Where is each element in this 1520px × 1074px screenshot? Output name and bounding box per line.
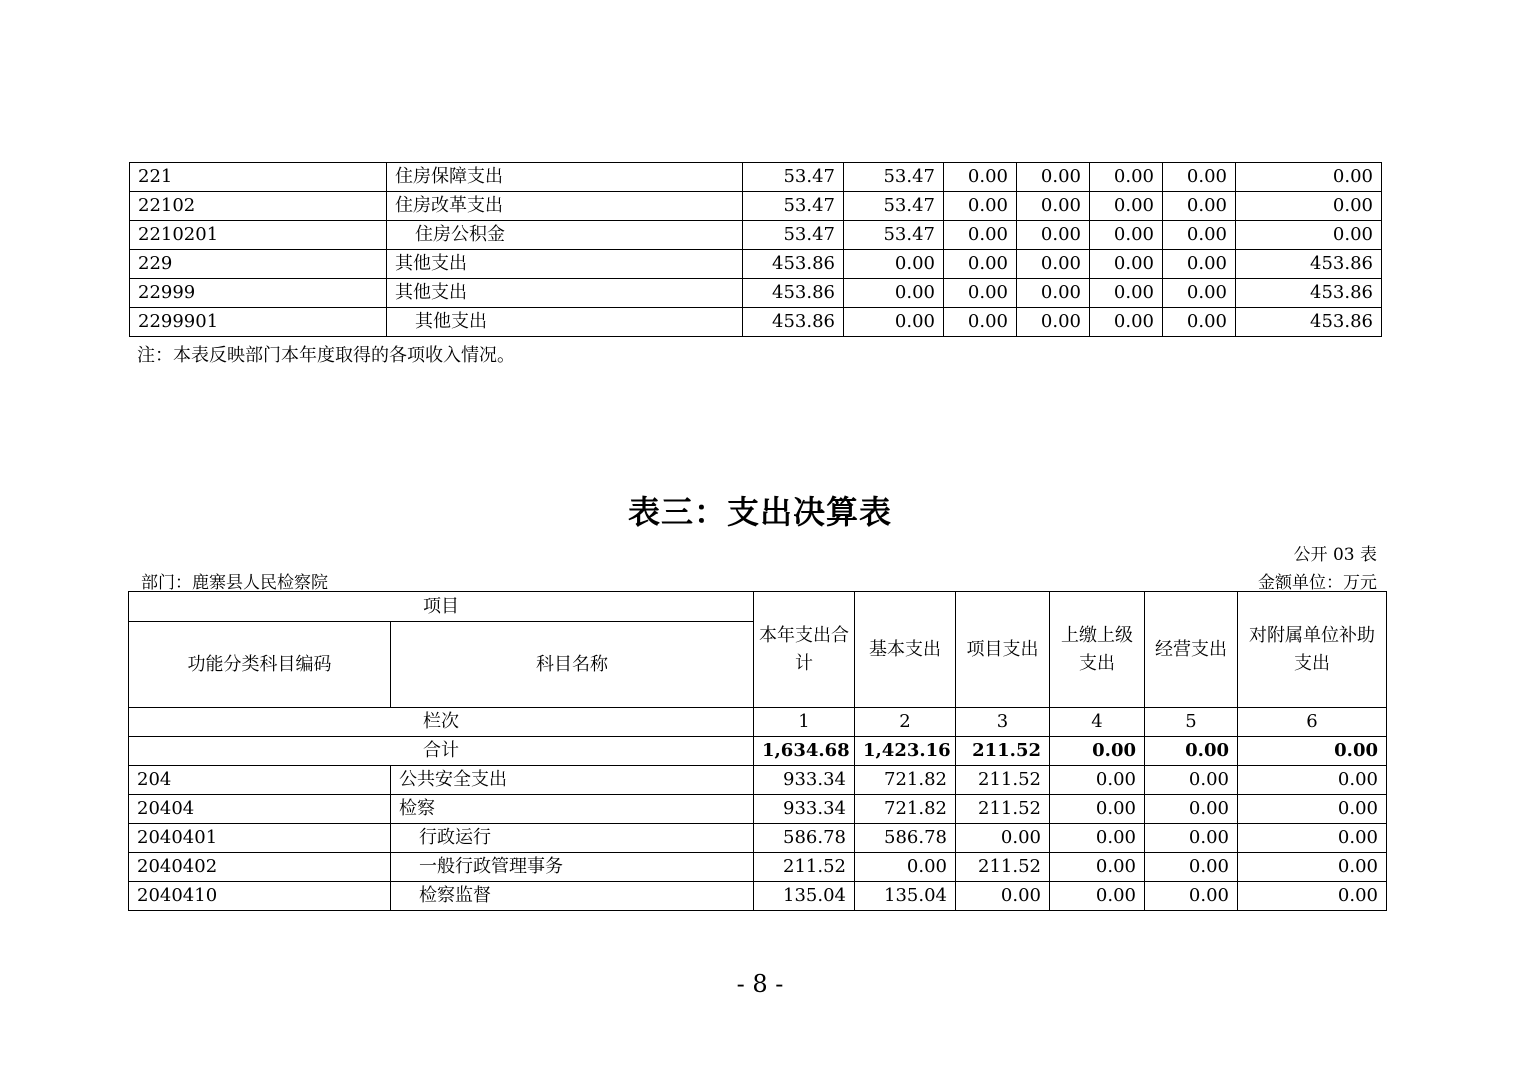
row-code: 22999 [130, 279, 387, 308]
row-value: 0.00 [1145, 824, 1238, 853]
row-value: 0.00 [1090, 163, 1163, 192]
income-table-continuation [129, 162, 1382, 337]
row-value: 211.52 [754, 853, 855, 882]
row-value: 453.86 [743, 308, 844, 337]
row-value: 0.00 [1050, 766, 1145, 795]
row-name: 住房公积金 [387, 221, 743, 250]
table-row [129, 882, 1387, 911]
total-value: 0.00 [1238, 737, 1387, 766]
row-value: 0.00 [1090, 279, 1163, 308]
table-row [129, 766, 1387, 795]
header-code: 功能分类科目编码 [129, 622, 391, 708]
column-label: 栏次 [129, 708, 754, 737]
total-value: 211.52 [956, 737, 1050, 766]
total-value: 1,634.68 [754, 737, 855, 766]
row-value: 0.00 [1050, 824, 1145, 853]
row-value: 211.52 [956, 766, 1050, 795]
row-value: 453.86 [743, 250, 844, 279]
row-code: 2040401 [129, 824, 391, 853]
row-value: 453.86 [1236, 308, 1382, 337]
form-number: 公开 03 表 [1293, 545, 1377, 565]
row-value: 0.00 [956, 824, 1050, 853]
total-value: 0.00 [1050, 737, 1145, 766]
header-col-4: 上缴上级支出 [1050, 592, 1145, 708]
row-value: 0.00 [1238, 766, 1387, 795]
table-row [130, 221, 1382, 250]
total-value: 0.00 [1145, 737, 1238, 766]
row-value: 0.00 [944, 221, 1017, 250]
row-value: 453.86 [1236, 250, 1382, 279]
row-value: 0.00 [944, 163, 1017, 192]
total-label: 合计 [129, 737, 754, 766]
table-row [129, 795, 1387, 824]
column-number: 5 [1145, 708, 1238, 737]
row-value: 0.00 [944, 250, 1017, 279]
row-value: 0.00 [956, 882, 1050, 911]
expenditure-table [128, 591, 1387, 911]
row-value: 0.00 [1090, 250, 1163, 279]
row-code: 22102 [130, 192, 387, 221]
row-value: 0.00 [844, 279, 944, 308]
column-number: 6 [1238, 708, 1387, 737]
row-value: 586.78 [855, 824, 956, 853]
row-value: 0.00 [1017, 163, 1090, 192]
row-value: 0.00 [844, 308, 944, 337]
row-value: 0.00 [944, 279, 1017, 308]
department-label: 部门：鹿寨县人民检察院 [141, 573, 328, 593]
row-value: 0.00 [1238, 795, 1387, 824]
row-value: 0.00 [1236, 192, 1382, 221]
row-value: 0.00 [1017, 221, 1090, 250]
table-row [130, 279, 1382, 308]
row-code: 229 [130, 250, 387, 279]
row-value: 53.47 [743, 163, 844, 192]
row-value: 0.00 [944, 192, 1017, 221]
row-value: 0.00 [1163, 163, 1236, 192]
table-row [130, 192, 1382, 221]
row-value: 0.00 [1050, 882, 1145, 911]
table-title: 表三：支出决算表 [627, 493, 892, 531]
row-value: 0.00 [1050, 795, 1145, 824]
row-name: 其他支出 [387, 250, 743, 279]
column-number: 1 [754, 708, 855, 737]
row-code: 20404 [129, 795, 391, 824]
row-value: 453.86 [743, 279, 844, 308]
row-value: 53.47 [743, 221, 844, 250]
row-value: 0.00 [1145, 853, 1238, 882]
row-value: 0.00 [1163, 221, 1236, 250]
row-name: 行政运行 [391, 824, 754, 853]
header-col-2: 基本支出 [855, 592, 956, 708]
table-row [130, 250, 1382, 279]
row-value: 933.34 [754, 795, 855, 824]
row-value: 0.00 [1050, 853, 1145, 882]
row-value: 135.04 [855, 882, 956, 911]
row-value: 0.00 [1163, 250, 1236, 279]
row-value: 0.00 [1238, 882, 1387, 911]
header-col-5: 经营支出 [1145, 592, 1238, 708]
row-value: 0.00 [1236, 221, 1382, 250]
row-name: 检察 [391, 795, 754, 824]
row-value: 0.00 [844, 250, 944, 279]
row-value: 0.00 [1017, 250, 1090, 279]
row-value: 453.86 [1236, 279, 1382, 308]
row-value: 0.00 [1238, 824, 1387, 853]
row-value: 0.00 [1145, 766, 1238, 795]
row-value: 211.52 [956, 795, 1050, 824]
header-col-1: 本年支出合计 [754, 592, 855, 708]
row-value: 721.82 [855, 766, 956, 795]
unit-label: 金额单位：万元 [1258, 573, 1377, 593]
row-code: 2210201 [130, 221, 387, 250]
row-value: 135.04 [754, 882, 855, 911]
row-value: 586.78 [754, 824, 855, 853]
row-name: 住房保障支出 [387, 163, 743, 192]
row-name: 其他支出 [387, 308, 743, 337]
row-value: 0.00 [1236, 163, 1382, 192]
row-value: 0.00 [1145, 795, 1238, 824]
row-name: 检察监督 [391, 882, 754, 911]
row-value: 0.00 [1145, 882, 1238, 911]
row-value: 0.00 [1090, 308, 1163, 337]
row-value: 0.00 [944, 308, 1017, 337]
row-code: 2299901 [130, 308, 387, 337]
table-row [129, 824, 1387, 853]
total-value: 1,423.16 [855, 737, 956, 766]
column-number: 3 [956, 708, 1050, 737]
header-name: 科目名称 [391, 622, 754, 708]
row-value: 933.34 [754, 766, 855, 795]
row-name: 一般行政管理事务 [391, 853, 754, 882]
row-value: 53.47 [844, 221, 944, 250]
row-value: 0.00 [1163, 308, 1236, 337]
header-col-3: 项目支出 [956, 592, 1050, 708]
row-name: 公共安全支出 [391, 766, 754, 795]
column-number: 4 [1050, 708, 1145, 737]
row-value: 53.47 [844, 192, 944, 221]
row-value: 0.00 [1163, 279, 1236, 308]
row-code: 221 [130, 163, 387, 192]
row-value: 0.00 [1017, 279, 1090, 308]
row-value: 0.00 [1017, 308, 1090, 337]
header-col-6: 对附属单位补助支出 [1238, 592, 1387, 708]
column-number: 2 [855, 708, 956, 737]
row-code: 2040410 [129, 882, 391, 911]
row-value: 721.82 [855, 795, 956, 824]
row-value: 0.00 [1238, 853, 1387, 882]
row-value: 0.00 [855, 853, 956, 882]
row-value: 53.47 [743, 192, 844, 221]
table-note: 注：本表反映部门本年度取得的各项收入情况。 [137, 345, 515, 366]
row-value: 0.00 [1163, 192, 1236, 221]
table-row [130, 163, 1382, 192]
row-value: 211.52 [956, 853, 1050, 882]
row-value: 53.47 [844, 163, 944, 192]
row-value: 0.00 [1090, 221, 1163, 250]
row-value: 0.00 [1090, 192, 1163, 221]
header-item: 项目 [129, 592, 754, 622]
page-number: - 8 - [736, 970, 784, 998]
row-name: 其他支出 [387, 279, 743, 308]
table-row [129, 853, 1387, 882]
row-code: 204 [129, 766, 391, 795]
row-value: 0.00 [1017, 192, 1090, 221]
row-code: 2040402 [129, 853, 391, 882]
table-row [130, 308, 1382, 337]
row-name: 住房改革支出 [387, 192, 743, 221]
